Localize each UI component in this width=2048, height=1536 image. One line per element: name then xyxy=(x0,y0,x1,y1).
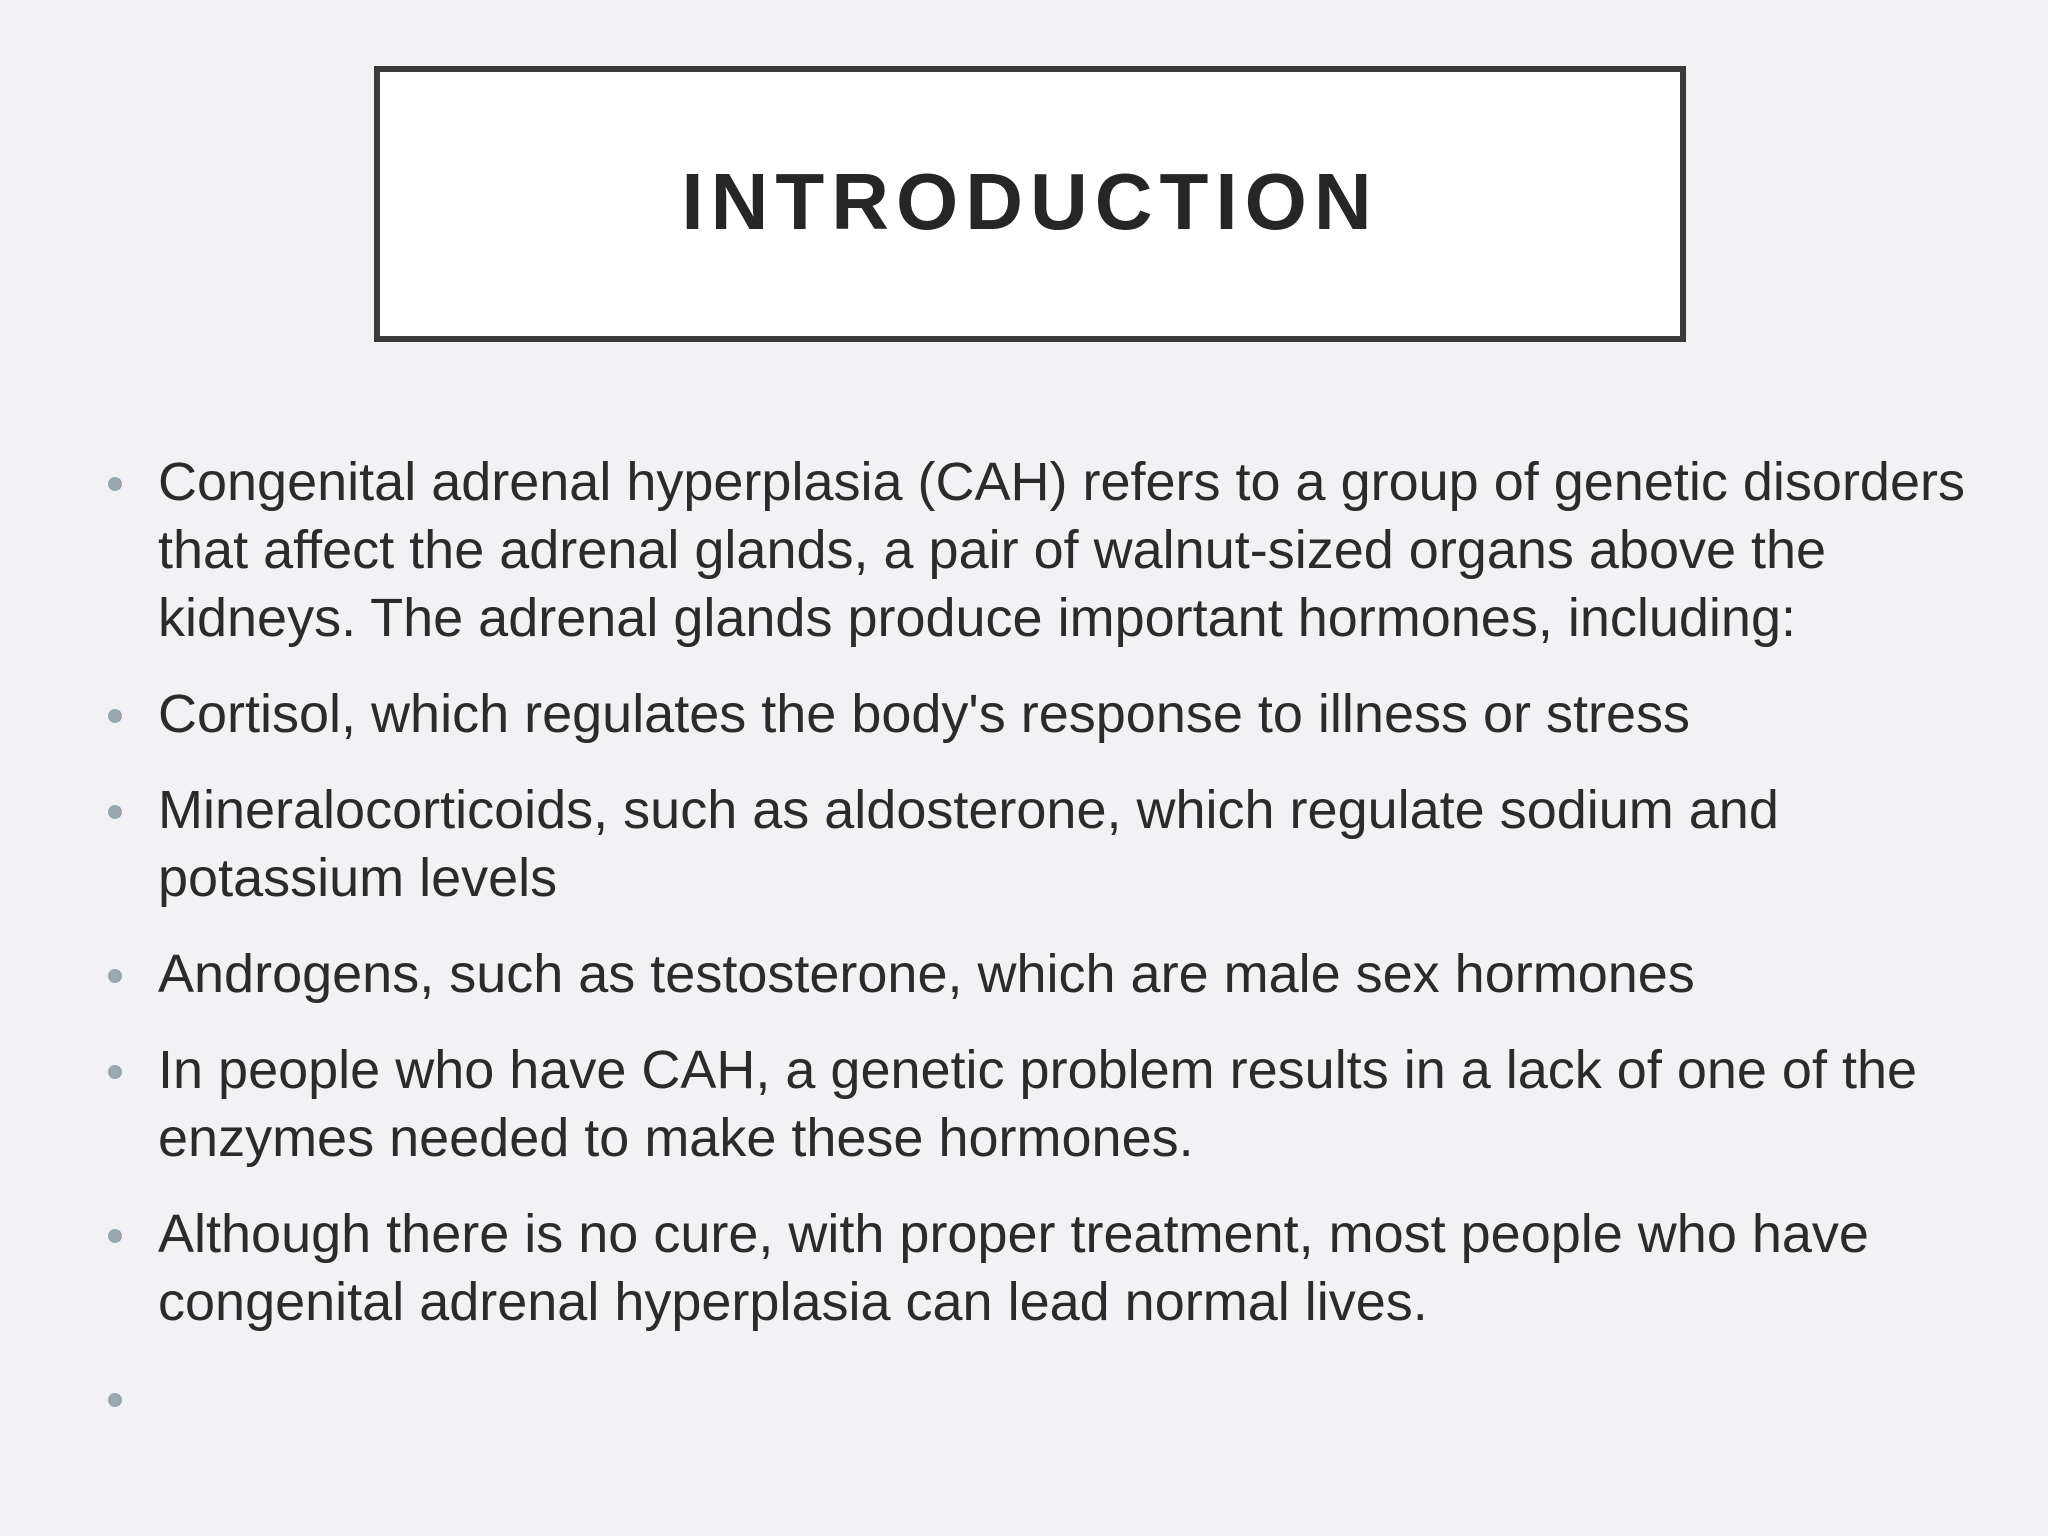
bullet-text: Congenital adrenal hyperplasia (CAH) refers to a group of genetic disorders that affect the adrenal glands, a pair of walnut-sized organs above the kidneys. The adrenal glands produce important hormones, including: xyxy=(158,452,1965,648)
bullet-item xyxy=(104,1036,2024,1172)
bullet-item xyxy=(104,776,2024,912)
bullet-item xyxy=(104,1200,2024,1336)
bullet-item xyxy=(104,680,2024,748)
bullet-dot-icon xyxy=(108,1393,122,1407)
bullet-text: Although there is no cure, with proper treatment, most people who have congenital adrenal hyperplasia can lead normal lives. xyxy=(158,1204,1869,1332)
bullet-text: Mineralocorticoids, such as aldosterone, which regulate sodium and potassium levels xyxy=(158,780,1779,908)
bullet-item xyxy=(104,940,2024,1008)
bullet-dot-icon xyxy=(108,969,122,983)
bullet-item-empty xyxy=(104,1364,2024,1432)
bullet-text: In people who have CAH, a genetic problem results in a lack of one of the enzymes needed to make these hormones. xyxy=(158,1040,1918,1168)
slide-title: INTRODUCTION xyxy=(681,157,1379,246)
bullet-text: Cortisol, which regulates the body's response to illness or stress xyxy=(158,684,1691,744)
bullet-dot-icon xyxy=(108,1065,122,1079)
bullet-list xyxy=(104,448,2024,1460)
bullet-dot-icon xyxy=(108,477,122,491)
bullet-dot-icon xyxy=(108,805,122,819)
bullet-dot-icon xyxy=(108,709,122,723)
bullet-text: Androgens, such as testosterone, which are male sex hormones xyxy=(158,944,1695,1004)
bullet-item xyxy=(104,448,2024,652)
title-box xyxy=(374,66,1686,342)
bullet-dot-icon xyxy=(108,1229,122,1243)
